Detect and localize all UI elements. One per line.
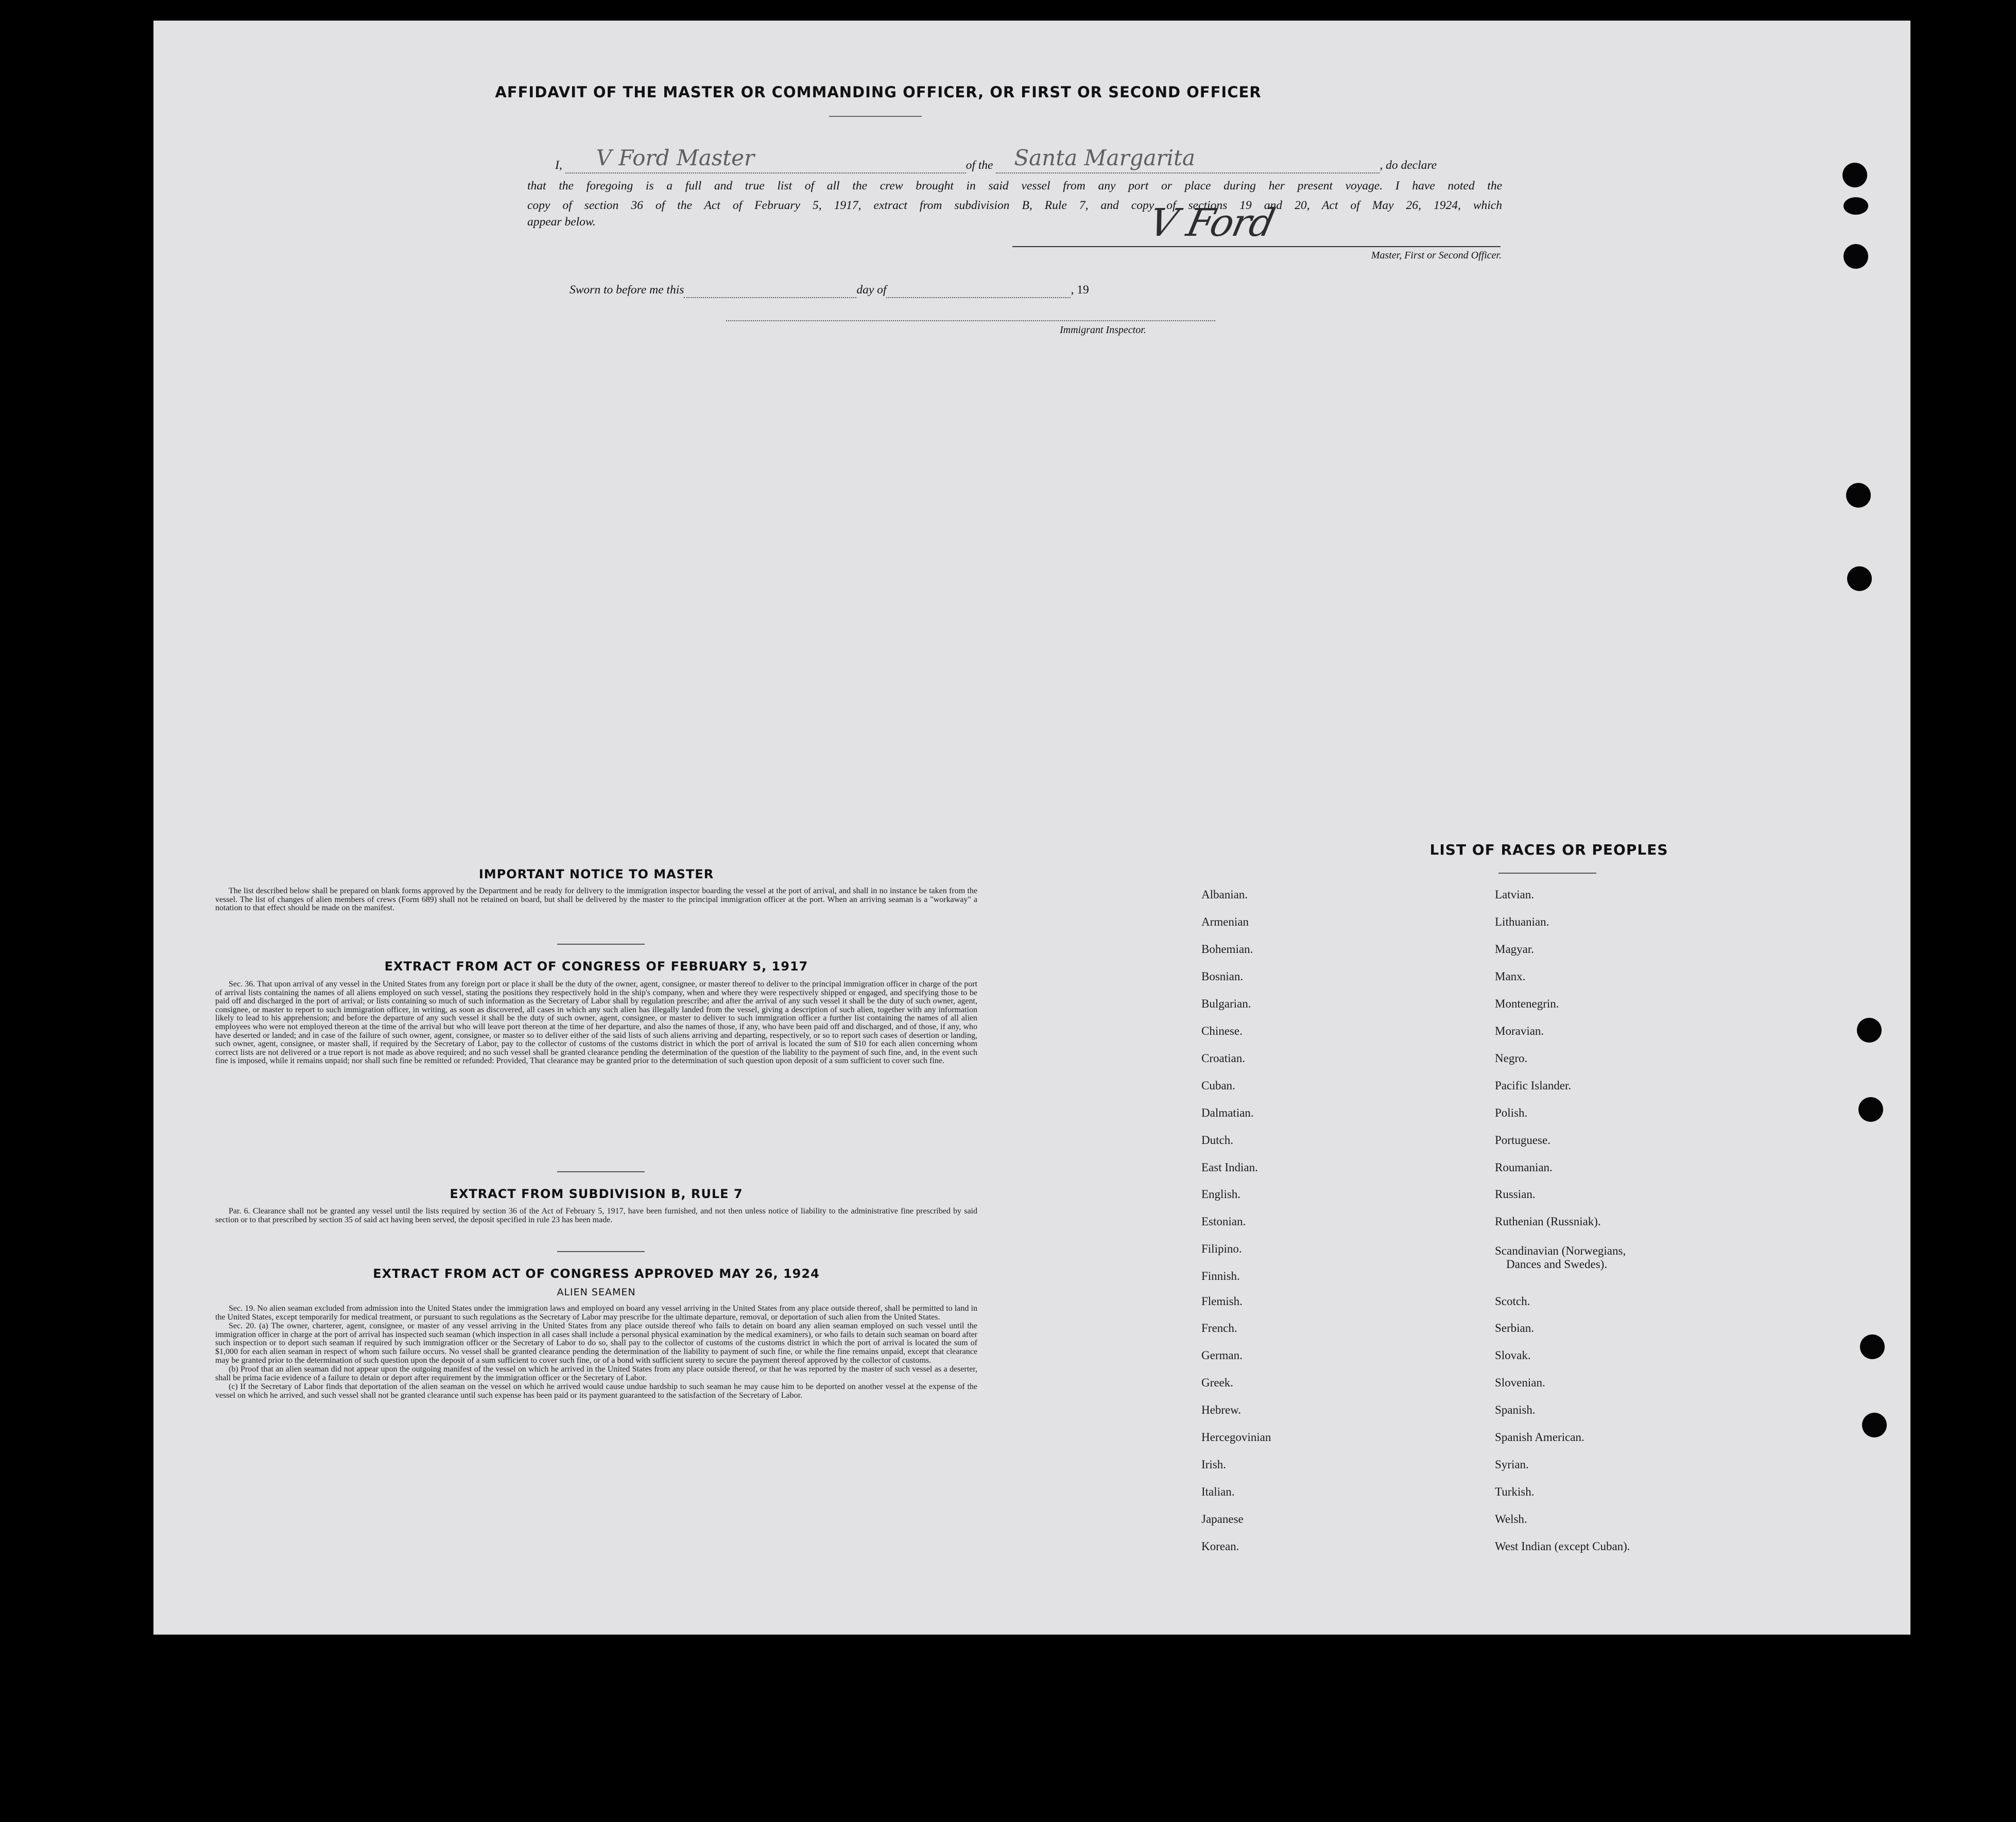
notice-title: IMPORTANT NOTICE TO MASTER	[478, 867, 714, 881]
day-of-label: day of	[856, 283, 887, 297]
vessel-name-handwritten: Santa Margarita	[1014, 145, 1195, 170]
of-the-label: of the	[966, 159, 993, 172]
race-item: Lithuanian.	[1495, 915, 1549, 928]
section-rule	[557, 1171, 645, 1172]
race-item: Albanian.	[1201, 888, 1248, 901]
race-item: Filipino.	[1201, 1242, 1242, 1255]
race-item: Polish.	[1495, 1106, 1528, 1119]
inspector-line	[726, 320, 1215, 321]
race-item: Estonian.	[1201, 1215, 1246, 1228]
vessel-name-field	[996, 145, 1380, 173]
race-item: Scandinavian (Norwegians,	[1495, 1244, 1626, 1257]
master-name-field	[565, 145, 966, 173]
race-item: Welsh.	[1495, 1513, 1527, 1525]
notice-text	[215, 887, 977, 913]
sec-20b-paragraph: (b) Proof that an alien seaman did not appear upon the outgoing manifest of the vessel on which he arrived in the United States from any place outside thereof, or that he was reported by the master of such vessel as a deserter, shall be prima facie evidence of a failure to detain or deport after requirement by the immigration officer or the Secretary of Labor.	[215, 1365, 977, 1382]
race-item: West Indian (except Cuban).	[1495, 1540, 1630, 1553]
sworn-month-field	[886, 283, 1071, 298]
declaration-line	[555, 145, 1437, 173]
race-item: Slovak.	[1495, 1349, 1531, 1362]
punch-hole	[1843, 244, 1868, 269]
rule-7-title: EXTRACT FROM SUBDIVISION B, RULE 7	[450, 1187, 743, 1201]
races-title: LIST OF RACES OR PEOPLES	[1429, 841, 1668, 858]
race-item: Ruthenian (Russniak).	[1495, 1215, 1601, 1228]
punch-hole	[1860, 1334, 1885, 1359]
race-item: Korean.	[1201, 1540, 1239, 1553]
race-item: Dalmatian.	[1201, 1106, 1254, 1119]
year-label: , 19	[1071, 283, 1089, 297]
punch-hole	[1843, 197, 1868, 215]
race-item: Russian.	[1495, 1188, 1536, 1201]
race-item: Hebrew.	[1201, 1403, 1242, 1416]
race-item: Bulgarian.	[1201, 997, 1251, 1010]
sec-20a-paragraph: Sec. 20. (a) The owner, charterer, agent, consignee, or master of any vessel arriving in the United States from any place outside thereof who fails to detain on board any alien seaman employed on such vessel until the immigration officer in charge at the port of arrival has inspected such seaman (which inspection in all cases shall include a personal physical examination by the medical examiners), or who fails to detain such seaman on board after such inspection or to deport such seaman if required by such immigration officer or the Secretary of Labor to do so, shall pay to the collector of customs of the customs district in which the port of arrival is located the sum of $1,000 for each alien seaman in respect of whom such failure occurs. No vessel shall be granted clearance pending the determination of the liability to payment of such fine, or while the fine remains unpaid, except that clearance may be granted prior to the determination of such question upon the deposit of a sum sufficient to cover such fine, or of a bond with sufficient surety to secure the payment thereof approved by the collector of customs.	[215, 1322, 977, 1365]
race-item: Syrian.	[1495, 1458, 1529, 1471]
signature-line	[1012, 246, 1501, 247]
race-item: East Indian.	[1201, 1161, 1258, 1174]
punch-hole	[1862, 1413, 1887, 1437]
extract-1917-title: EXTRACT FROM ACT OF CONGRESS OF FEBRUARY 5, 1917	[384, 959, 808, 974]
extract-1924-title: EXTRACT FROM ACT OF CONGRESS APPROVED MAY 26, 1924	[373, 1266, 820, 1281]
notice-paragraph: The list described below shall be prepared on blank forms approved by the Department and be ready for delivery to the immigration inspector boarding the vessel at the port of arrival, and shall in no instance be taken from the vessel. The list of changes of alien members of crews (Form 689) shall not be retained on board, but shall be delivered by the master to the principal immigration officer at the port. When an arriving seaman is a "workaway" a notation to that effect should be made on the manifest.	[215, 887, 977, 913]
race-item: Bosnian.	[1201, 970, 1244, 983]
sec-20c-paragraph: (c) If the Secretary of Labor finds that deportation of the alien seaman on the vessel on which he arrived would cause undue hardship to such seaman he may cause him to be deported on another vessel at the expense of the vessel on which he arrived, and such vessel shall not be granted clearance until such expense has been paid or its payment guaranteed to the satisfaction of the Secretary of Labor.	[215, 1382, 977, 1400]
race-item: Turkish.	[1495, 1485, 1535, 1498]
section-rule	[557, 944, 645, 945]
races-rule	[1498, 873, 1596, 874]
race-item: Irish.	[1201, 1458, 1226, 1471]
race-item: English.	[1201, 1188, 1241, 1201]
race-item: Japanese	[1201, 1513, 1244, 1525]
race-item: Scotch.	[1495, 1295, 1530, 1308]
do-declare-label: , do declare	[1380, 159, 1437, 172]
race-item: Negro.	[1495, 1052, 1528, 1065]
extract-1917-text	[215, 980, 977, 1066]
form-page	[153, 21, 1910, 1635]
race-item: Spanish.	[1495, 1403, 1536, 1416]
i-label: I,	[555, 159, 562, 172]
title-rule	[829, 116, 922, 117]
race-item: Spanish American.	[1495, 1431, 1584, 1444]
sworn-day-field	[684, 283, 856, 298]
affidavit-title: AFFIDAVIT OF THE MASTER OR COMMANDING OFFICER, OR FIRST OR SECOND OFFICER	[495, 83, 1262, 101]
race-item: Manx.	[1495, 970, 1526, 983]
race-item: Chinese.	[1201, 1025, 1243, 1037]
race-item: Armenian	[1201, 915, 1249, 928]
extract-1924-text	[215, 1305, 977, 1401]
punch-hole	[1846, 483, 1871, 508]
inspector-label: Immigrant Inspector.	[1060, 324, 1146, 336]
race-item: Greek.	[1201, 1376, 1233, 1389]
race-item: Pacific Islander.	[1495, 1079, 1572, 1092]
signature-label: Master, First or Second Officer.	[1371, 250, 1502, 261]
sec-36-paragraph: Sec. 36. That upon arrival of any vessel in the United States from any foreign port or place it shall be the duty of the owner, agent, consignee, or master thereof to deliver to the principal immigration officer in charge of the port of arrival lists containing the names of all aliens employed on such vessel, stating the positions they respectively hold in the ship's company, when and where they were respectively shipped or engaged, and specifying those to be paid off and discharged in the port of arrival; or lists containing so much of such information as the Secretary of Labor shall by regulation prescribe; and after the arrival of any such vessel it shall be the duty of such owner, agent, consignee, or master to report to such immigration officer, in writing, as soon as discovered, all cases in which any such alien has illegally landed from the vessel, giving a description of such alien, together with any information likely to lead to his apprehension; and before the departure of any such vessel it shall be the duty of such owner, agent, consignee, or master to deliver to such immigration officer a further list containing the names of all alien employees who were not employed thereon at the time of the arrival but who will leave port thereon at the time of her departure, and also the names of those, if any, who have been paid off and discharged, and of those, if any, who have deserted or landed; and in case of the failure of such owner, agent, consignee, or master so to deliver either of the said lists of such aliens arriving and departing, respectively, or so to report such cases of desertion or landing, such owner, agent, consignee, or master shall, if required by the Secretary of Labor, pay to the collector of customs of the customs district in which the port of arrival is located the sum of $10 for each alien concerning whom correct lists are not delivered or a true report is not made as above required; and no such vessel shall be granted clearance pending the determination of the question of the liability to the payment of such fine, and, in the event such fine is imposed, while it remains unpaid; nor shall such fine be remitted or refunded: Provided, That clearance may be granted prior to the determination of such question upon deposit of a sum sufficient to cover such fine.	[215, 980, 977, 1066]
master-name-handwritten: V Ford Master	[596, 145, 755, 170]
sec-19-paragraph: Sec. 19. No alien seaman excluded from admission into the United States under the immigration laws and employed on board any vessel arriving in the United States from any place outside thereof, shall be permitted to land in the United States, except temporarily for medical treatment, or pursuant to such regulations as the Secretary of Labor may prescribe for the ultimate departure, removal, or deportation of such alien from the United States.	[215, 1304, 977, 1322]
race-item: Latvian.	[1495, 888, 1534, 901]
race-item: Croatian.	[1201, 1052, 1245, 1065]
race-item: Dutch.	[1201, 1134, 1233, 1147]
par-6-paragraph: Par. 6. Clearance shall not be granted any vessel until the lists required by section 36 of the Act of February 5, 1917, have been furnished, and not then unless notice of liability to the administrative fine prescribed by said section or to that prescribed by section 35 of said act having been served, the deposit specified in rule 23 has been made.	[215, 1207, 977, 1224]
race-item: Cuban.	[1201, 1079, 1235, 1092]
race-item: Italian.	[1201, 1485, 1235, 1498]
punch-hole	[1857, 1018, 1882, 1043]
section-rule	[557, 1251, 645, 1252]
race-item: Bohemian.	[1201, 943, 1253, 956]
race-item: Serbian.	[1495, 1322, 1535, 1334]
race-item: Portuguese.	[1495, 1134, 1550, 1147]
declaration-body-3: appear below.	[527, 215, 596, 229]
race-item: Magyar.	[1495, 943, 1535, 956]
race-item: Slovenian.	[1495, 1376, 1545, 1389]
master-signature: V Ford	[1145, 201, 1278, 245]
sworn-label: Sworn to before me this	[570, 283, 684, 297]
race-item: Finnish.	[1201, 1270, 1240, 1282]
rule-7-text	[215, 1207, 977, 1225]
race-item: Flemish.	[1201, 1295, 1243, 1308]
punch-hole	[1858, 1097, 1883, 1122]
race-item: Dances and Swedes).	[1506, 1258, 1608, 1271]
race-item: Montenegrin.	[1495, 997, 1559, 1010]
race-item: French.	[1201, 1322, 1237, 1334]
declaration-body-2: copy of section 36 of the Act of February 5, 1917, extract from subdivision B, Rule 7, and copy of sections 19 and 20, Act of May 26, 1924, which	[527, 199, 1502, 212]
sworn-line	[570, 283, 1089, 298]
alien-seamen-subtitle: ALIEN SEAMEN	[557, 1287, 636, 1298]
declaration-body-1: that the foregoing is a full and true list of all the crew brought in said vessel from any port or place during her present voyage. I have noted the	[527, 179, 1502, 193]
race-item: Moravian.	[1495, 1025, 1544, 1037]
race-item: Hercegovinian	[1201, 1431, 1271, 1444]
punch-hole	[1847, 566, 1872, 591]
race-item: German.	[1201, 1349, 1243, 1362]
punch-hole	[1842, 163, 1867, 187]
race-item: Roumanian.	[1495, 1161, 1553, 1174]
